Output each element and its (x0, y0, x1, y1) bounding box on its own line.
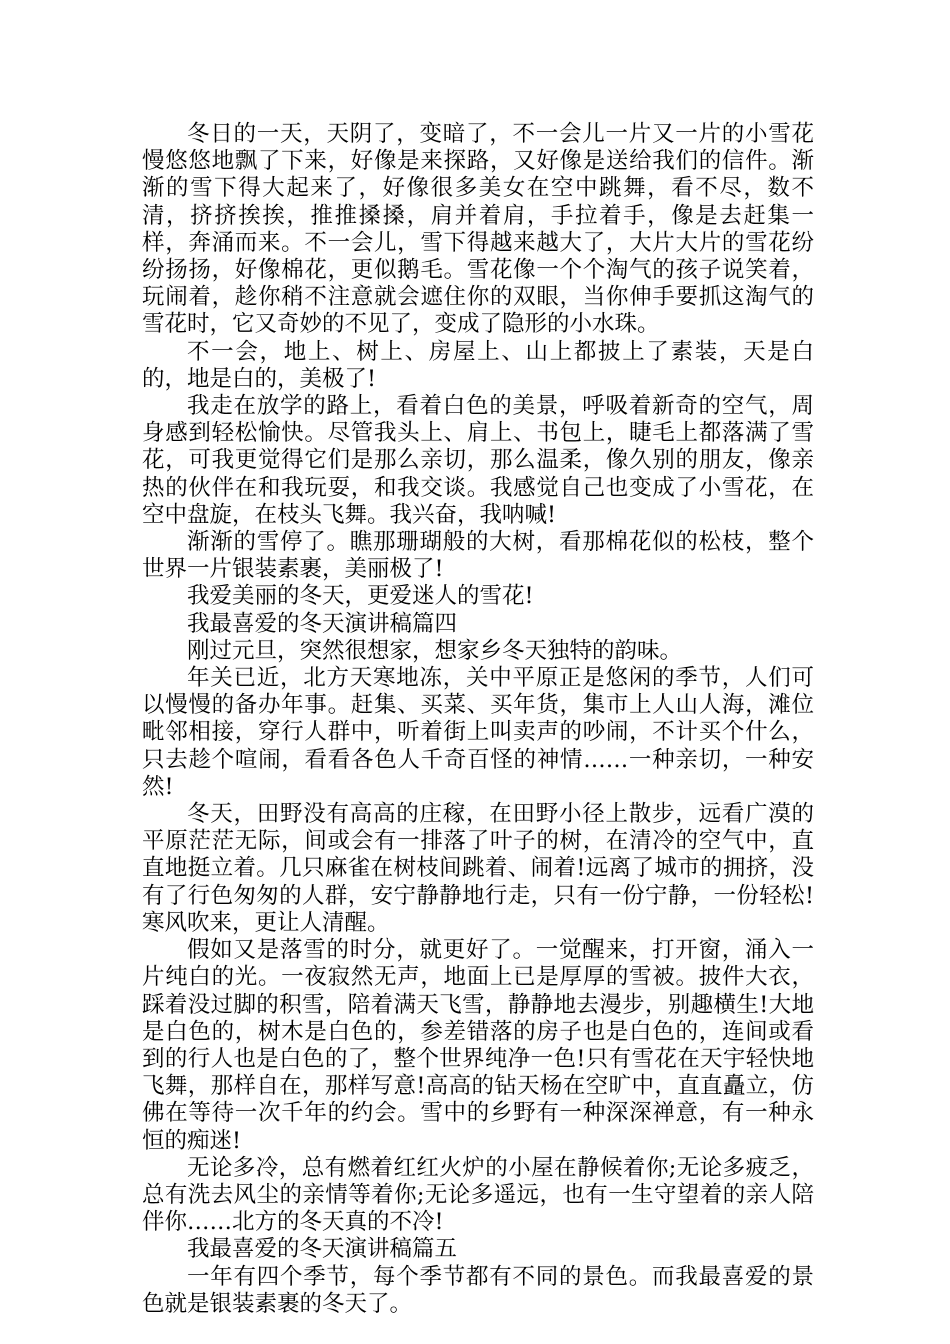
paragraph-four-seasons: 一年有四个季节，每个季节都有不同的景色。而我最喜爱的景色就是银装素裹的冬天了。 (142, 1263, 814, 1317)
paragraph-snow-falling: 冬日的一天，天阴了，变暗了，不一会儿一片又一片的小雪花慢悠悠地飘了下来，好像是来探路，又好像是送给我们的信件。渐渐的雪下得大起来了，好像很多美女在空中跳舞，看不尽，数不清，挤挤挨挨，推推搡搡，肩并着肩，手拉着手，像是去赶集一样，奔涌而来。不一会儿，雪下得越来越大了，大片大片的雪花纷纷扬扬，好像棉花，更似鹅毛。雪花像一个个淘气的孩子说笑着，玩闹着，趁你稍不注意就会遮住你的双眼，当你伸手要抓这淘气的雪花时，它又奇妙的不见了，变成了隐形的小水珠。 (142, 121, 814, 338)
paragraph-miss-home: 刚过元旦，突然很想家，想家乡冬天独特的韵味。 (187, 637, 683, 664)
document-body (142, 121, 814, 1318)
paragraph-new-year-market: 年关已近，北方天寒地冻，关中平原正是悠闲的季节，人们可以慢慢的备办年事。赶集、买菜、买年货，集市上人山人海，滩位毗邻相接，穿行人群中，听着街上叫卖声的吵闹，不计买个什么，只去趁个喧闹，看看各色人千奇百怪的神情……一种亲切，一种安然! (142, 665, 814, 800)
paragraph-walk-home: 我走在放学的路上，看着白色的美景，呼吸着新奇的空气，周身感到轻松愉快。尽管我头上、肩上、书包上，睫毛上都落满了雪花，可我更觉得它们是那么亲切，那么温柔，像久别的朋友，像亲热的伙伴在和我玩耍，和我交谈。我感觉自己也变成了小雪花，在空中盘旋，在枝头飞舞。我兴奋，我呐喊! (142, 393, 814, 528)
section-heading-part-five: 我最喜爱的冬天演讲稿篇五 (187, 1236, 458, 1263)
paragraph-snowy-morning: 假如又是落雪的时分，就更好了。一觉醒来，打开窗，涌入一片纯白的光。一夜寂然无声，地面上已是厚厚的雪被。披件大衣，踩着没过脚的积雪，陪着满天飞雪，静静地去漫步，别趣横生!大地是白色的，树木是白色的，参差错落的房子也是白色的，连间或看到的行人也是白色的了，整个世界纯净一色!只有雪花在天宇轻快地飞舞，那样自在，那样写意!高高的钻天杨在空旷中，直直矗立，仿佛在等待一次千年的约会。雪中的乡野有一种深深禅意，有一种永恒的痴迷! (142, 937, 814, 1154)
section-heading-part-four: 我最喜爱的冬天演讲稿篇四 (187, 610, 458, 637)
paragraph-love-winter: 我爱美丽的冬天，更爱迷人的雪花! (187, 583, 534, 610)
paragraph-warm-home: 无论多冷，总有燃着红红火炉的小屋在静候着你;无论多疲乏，总有洗去风尘的亲情等着你;无论多遥远，也有一生守望着的亲人陪伴你……北方的冬天真的不冷! (142, 1154, 814, 1236)
paragraph-winter-fields: 冬天，田野没有高高的庄稼，在田野小径上散步，远看广漠的平原茫茫无际，间或会有一排落了叶子的树，在清冷的空气中，直直地挺立着。几只麻雀在树枝间跳着、闹着!远离了城市的拥挤，没有了行色匆匆的人群，安宁静静地行走，只有一份宁静，一份轻松!寒风吹来，更让人清醒。 (142, 801, 814, 936)
paragraph-white-world: 不一会，地上、树上、房屋上、山上都披上了素装，天是白的，地是白的，美极了! (142, 338, 814, 392)
paragraph-snow-stopped: 渐渐的雪停了。瞧那珊瑚般的大树，看那棉花似的松枝，整个世界一片银装素裹，美丽极了! (142, 529, 814, 583)
